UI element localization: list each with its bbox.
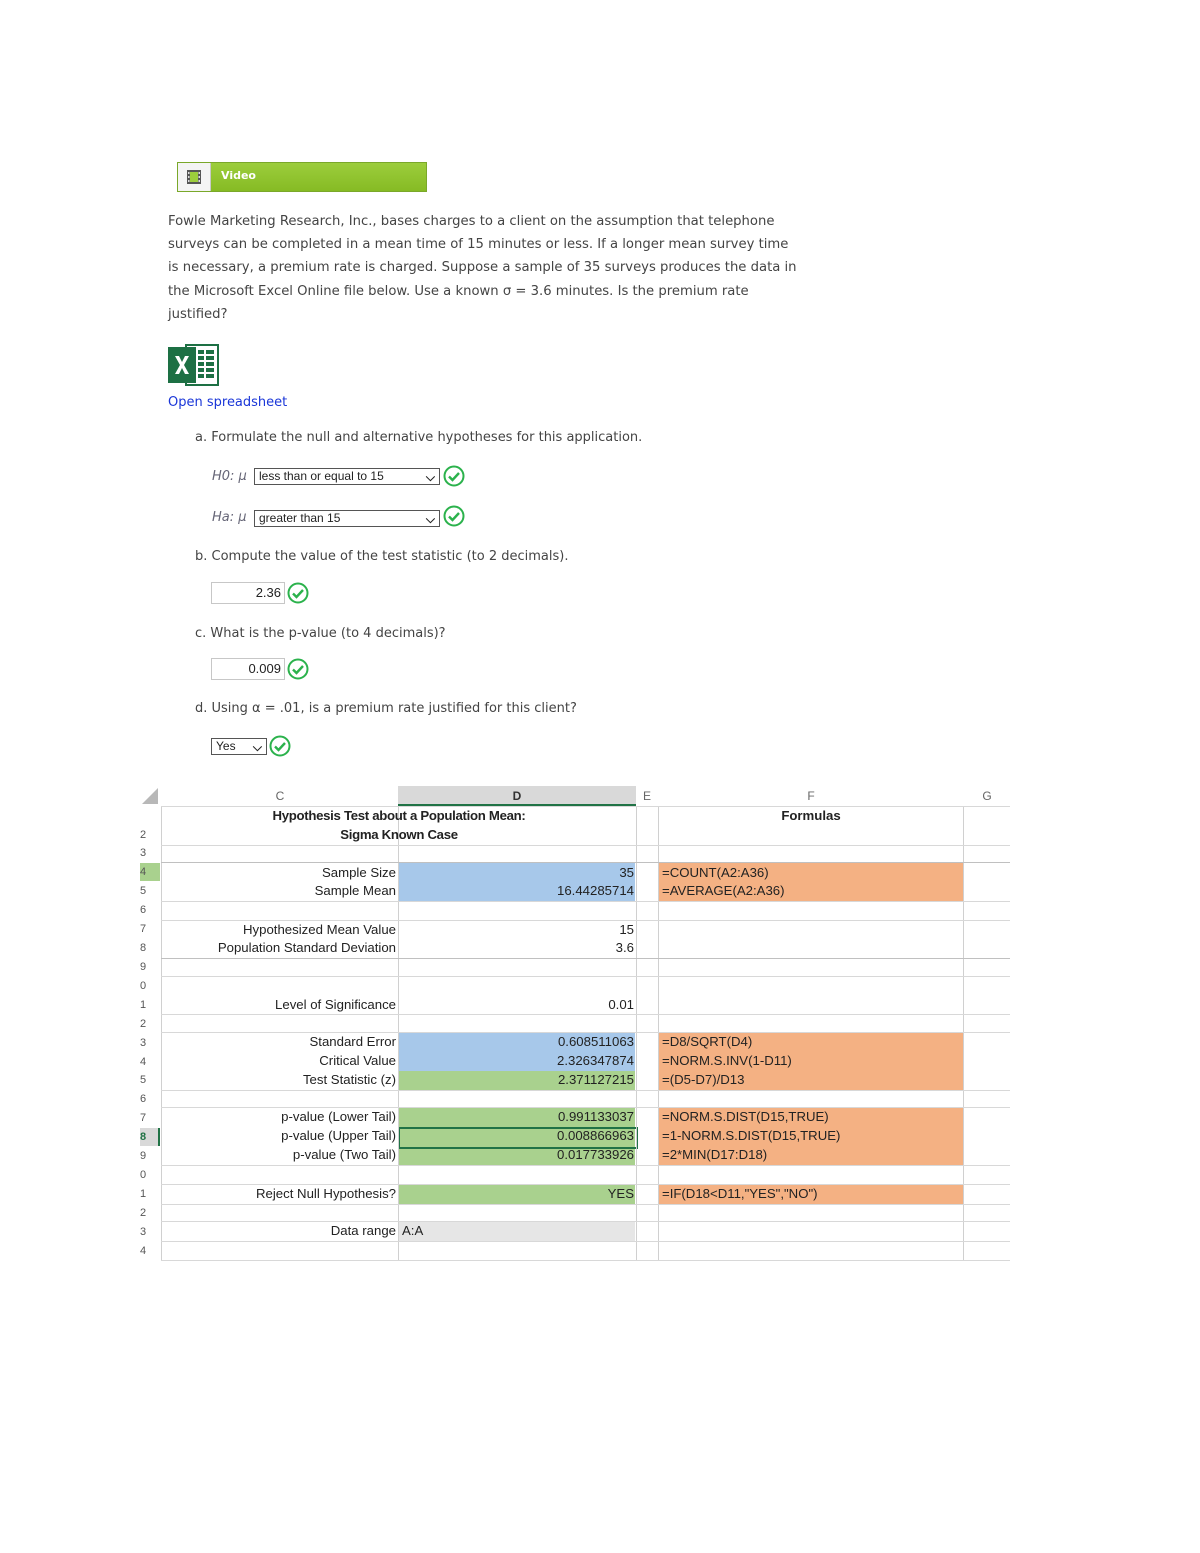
column-header-e[interactable]: E <box>636 786 658 806</box>
gridline <box>161 958 1010 959</box>
value-std-error[interactable]: 0.608511063 <box>557 1034 634 1049</box>
label-sample-size: Sample Size <box>321 865 396 880</box>
row-header[interactable]: 8 <box>140 1131 147 1143</box>
gridline <box>161 1090 1010 1091</box>
gridline <box>161 1260 1010 1261</box>
row-header[interactable]: 7 <box>140 1112 147 1124</box>
spreadsheet[interactable] <box>140 786 1010 1261</box>
label-p-two: p-value (Two Tail) <box>292 1147 396 1162</box>
row-header[interactable]: 0 <box>140 980 147 992</box>
label-alpha: Level of Significance <box>275 997 396 1012</box>
question-a-text: a. Formulate the null and alternative hypotheses for this application. <box>195 430 643 445</box>
value-hyp-mean[interactable]: 15 <box>619 922 634 937</box>
formula-sample-mean[interactable]: =AVERAGE(A2:A36) <box>662 883 785 898</box>
formula-p-two[interactable]: =2*MIN(D17:D18) <box>662 1147 768 1162</box>
gridline <box>658 806 659 1261</box>
gridline <box>161 1204 1010 1205</box>
label-p-upper: p-value (Upper Tail) <box>281 1128 396 1143</box>
row-header[interactable]: 3 <box>140 1226 147 1238</box>
premium-justified-value: Yes <box>216 739 236 753</box>
label-pop-sd: Population Standard Deviation <box>217 940 396 955</box>
gridline <box>963 806 964 1261</box>
row-header[interactable]: 3 <box>140 1037 147 1049</box>
formula-critical[interactable]: =NORM.S.INV(1-D11) <box>662 1053 792 1068</box>
row-header[interactable]: 5 <box>140 885 147 897</box>
h0-label: H0: μ <box>212 469 247 484</box>
formula-p-lower[interactable]: =NORM.S.DIST(D15,TRUE) <box>662 1109 829 1124</box>
check-icon <box>443 505 465 531</box>
formula-test-stat[interactable]: =(D5-D7)/D13 <box>662 1072 745 1087</box>
row-header[interactable]: 1 <box>140 1188 147 1200</box>
check-icon <box>287 582 309 608</box>
sheet-title-line1: Hypothesis Test about a Population Mean: <box>272 808 526 823</box>
gridline <box>161 901 1010 902</box>
label-hyp-mean: Hypothesized Mean Value <box>243 922 396 937</box>
label-test-stat: Test Statistic (z) <box>302 1072 396 1087</box>
row-header[interactable]: 4 <box>140 866 147 878</box>
video-icon <box>178 163 211 191</box>
row-header[interactable]: 4 <box>140 1056 147 1068</box>
column-header-f[interactable]: F <box>658 786 964 806</box>
formula-sample-size[interactable]: =COUNT(A2:A36) <box>662 865 769 880</box>
excel-icon[interactable] <box>168 343 220 391</box>
column-header-d[interactable]: D <box>398 786 636 806</box>
gridline <box>636 806 637 1261</box>
row-header[interactable]: 6 <box>140 904 147 916</box>
gridline <box>161 845 1010 846</box>
question-c-text: c. What is the p-value (to 4 decimals)? <box>195 626 446 641</box>
value-sample-size[interactable]: 35 <box>619 865 634 880</box>
label-data-range: Data range <box>330 1223 396 1238</box>
formulas-header: Formulas <box>781 808 841 823</box>
value-p-lower[interactable]: 0.991133037 <box>557 1109 634 1124</box>
formula-reject[interactable]: =IF(D18<D11,"YES","NO") <box>662 1186 818 1201</box>
row-header[interactable]: 6 <box>140 1093 147 1105</box>
check-icon <box>287 658 309 684</box>
value-p-upper[interactable]: 0.008866963 <box>556 1128 634 1143</box>
ha-label: Ha: μ <box>212 510 247 525</box>
column-header-c[interactable]: C <box>162 786 398 806</box>
row-header[interactable]: 9 <box>140 1150 147 1162</box>
value-test-stat[interactable]: 2.371127215 <box>557 1072 634 1087</box>
row-header[interactable]: 7 <box>140 923 147 935</box>
problem-statement: Fowle Marketing Research, Inc., bases charges to a client on the assumption that telephone surveys can be completed in a mean time of 15 minutes or less. If a longer mean survey time is necessary, a premium rate is charged. Suppose a sample of 35 surveys produces the data in the Microsoft Excel Online file below. Use a known σ = 3.6 minutes. Is the premium rate justified? <box>168 214 797 322</box>
formula-p-upper[interactable]: =1-NORM.S.DIST(D15,TRUE) <box>662 1128 841 1143</box>
check-icon <box>269 735 291 761</box>
row-header[interactable]: 2 <box>140 1018 147 1030</box>
premium-justified-select[interactable] <box>211 738 267 755</box>
value-data-range[interactable]: A:A <box>402 1223 424 1238</box>
value-critical[interactable]: 2.326347874 <box>556 1053 634 1068</box>
test-statistic-input[interactable]: 2.36 <box>211 582 285 604</box>
open-spreadsheet-link[interactable]: Open spreadsheet <box>168 395 288 410</box>
label-std-error: Standard Error <box>309 1034 396 1049</box>
row-header[interactable]: 4 <box>140 1245 147 1257</box>
video-button[interactable] <box>177 162 427 192</box>
row-header[interactable]: 1 <box>140 999 147 1011</box>
sheet-title-line2: Sigma Known Case <box>340 827 458 842</box>
chevron-down-icon: ⌵ <box>425 470 435 484</box>
gridline <box>161 862 1010 863</box>
gridline <box>161 976 1010 977</box>
value-reject[interactable]: YES <box>607 1186 634 1201</box>
row-header[interactable]: 9 <box>140 961 147 973</box>
h0-select[interactable] <box>254 468 440 485</box>
row-header[interactable]: 5 <box>140 1074 147 1086</box>
question-d-text: d. Using α = .01, is a premium rate justified for this client? <box>195 701 577 716</box>
video-label: Video <box>221 169 256 182</box>
column-header-g[interactable]: G <box>964 786 1010 806</box>
label-sample-mean: Sample Mean <box>314 883 396 898</box>
check-icon <box>443 465 465 491</box>
gridline <box>161 1241 1010 1242</box>
row-header[interactable]: 2 <box>140 829 147 841</box>
value-pop-sd[interactable]: 3.6 <box>615 940 634 955</box>
question-b-text: b. Compute the value of the test statistic (to 2 decimals). <box>195 549 569 564</box>
p-value-input[interactable]: 0.009 <box>211 658 285 680</box>
chevron-down-icon: ⌵ <box>425 512 435 526</box>
chevron-down-icon: ⌵ <box>252 740 262 754</box>
value-alpha[interactable]: 0.01 <box>608 997 634 1012</box>
formula-std-error[interactable]: =D8/SQRT(D4) <box>662 1034 753 1049</box>
row-header[interactable]: 0 <box>140 1169 147 1181</box>
row-header[interactable]: 2 <box>140 1207 147 1219</box>
row-header[interactable]: 8 <box>140 942 147 954</box>
gridline <box>161 1165 1010 1166</box>
ha-select-value: greater than 15 <box>259 511 341 525</box>
h0-select-value: less than or equal to 15 <box>259 469 384 483</box>
label-p-lower: p-value (Lower Tail) <box>281 1109 396 1124</box>
label-reject: Reject Null Hypothesis? <box>256 1186 396 1201</box>
value-p-two[interactable]: 0.017733926 <box>556 1147 634 1162</box>
ha-select[interactable] <box>254 510 440 527</box>
gridline <box>161 1014 1010 1015</box>
value-sample-mean[interactable]: 16.44285714 <box>556 883 634 898</box>
select-all-corner[interactable] <box>140 786 160 810</box>
label-critical: Critical Value <box>319 1053 396 1068</box>
row-header[interactable]: 3 <box>140 847 147 859</box>
